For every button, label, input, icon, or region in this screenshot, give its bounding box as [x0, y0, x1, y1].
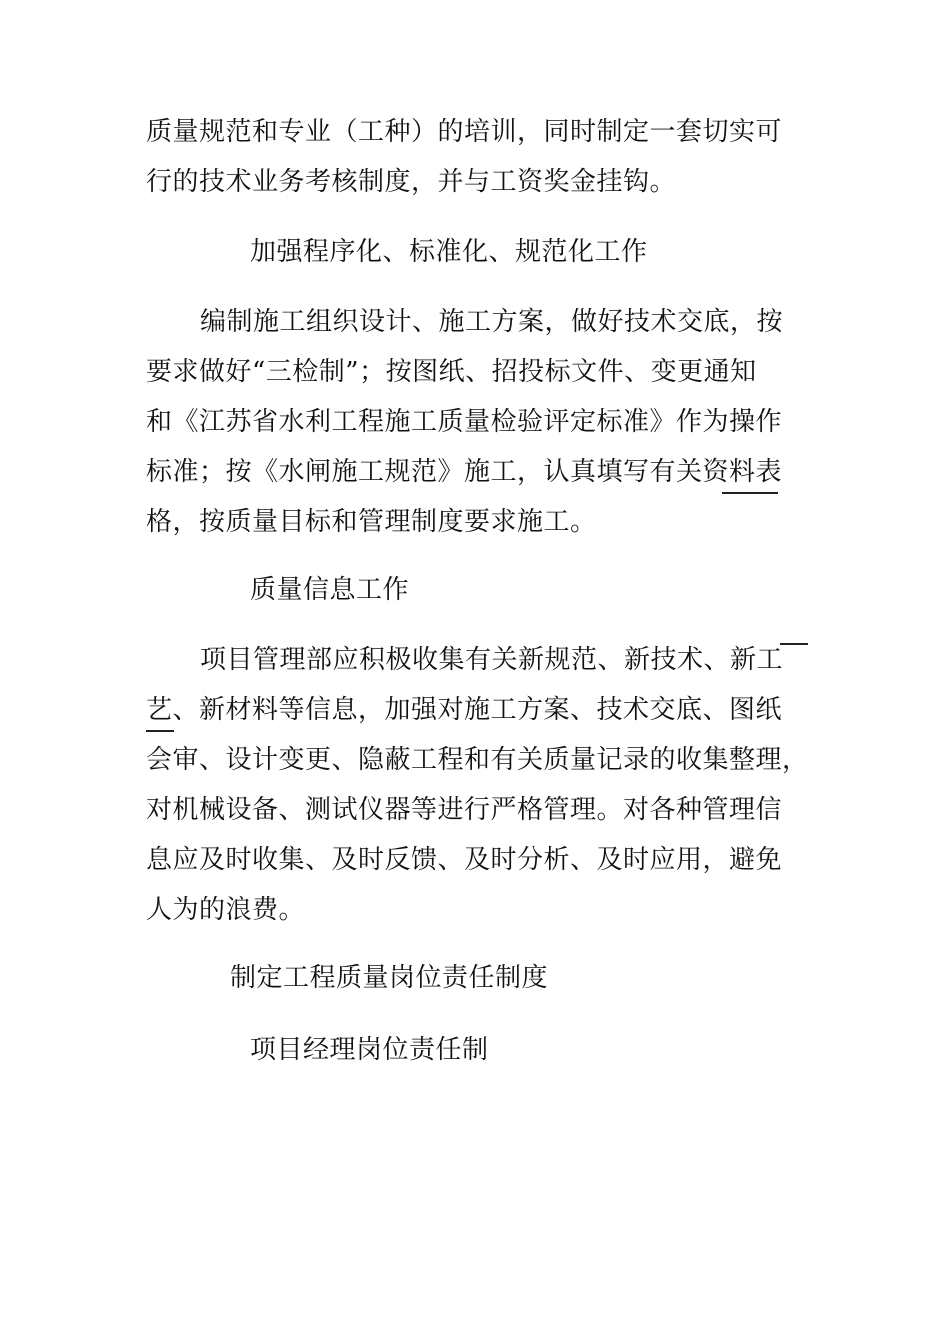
paragraph-2-line-3: 和《江苏省水利工程施工质量检验评定标准》作为操作	[146, 407, 783, 437]
paragraph-1-line-1: 质量规范和专业（工种）的培训，同时制定一套切实可	[146, 117, 783, 147]
paragraph-2-line-4: 标准；按《水闸施工规范》施工，认真填写有关资料表	[146, 457, 783, 487]
paragraph-2-line-2: 要求做好“三检制”；按图纸、招投标文件、变更通知	[146, 357, 757, 387]
paragraph-3-line-6: 人为的浪费。	[146, 895, 306, 925]
section-heading-quality-info: 质量信息工作	[250, 575, 410, 605]
section-heading-project-manager: 项目经理岗位责任制	[250, 1035, 489, 1065]
underline-mark-3	[146, 730, 174, 732]
paragraph-3-line-1: 项目管理部应积极收集有关新规范、新技术、新工	[200, 645, 784, 675]
paragraph-3-line-4: 对机械设备、测试仪器等进行严格管理。对各种管理信	[146, 795, 783, 825]
section-heading-responsibility-system: 制定工程质量岗位责任制度	[230, 963, 549, 993]
underline-mark-1	[722, 492, 778, 494]
paragraph-2-line-5: 格，按质量目标和管理制度要求施工。	[146, 507, 597, 537]
paragraph-2-line-1: 编制施工组织设计、施工方案，做好技术交底，按	[200, 307, 784, 337]
overline-mark-2	[780, 643, 808, 645]
paragraph-3-line-2: 艺、新材料等信息，加强对施工方案、技术交底、图纸	[146, 695, 783, 725]
paragraph-3-line-3: 会审、设计变更、隐蔽工程和有关质量记录的收集整理，	[146, 745, 809, 775]
paragraph-1-line-2: 行的技术业务考核制度，并与工资奖金挂钩。	[146, 167, 677, 197]
section-heading-standardization: 加强程序化、标准化、规范化工作	[250, 237, 648, 267]
paragraph-3-line-5: 息应及时收集、及时反馈、及时分析、及时应用，避免	[146, 845, 783, 875]
